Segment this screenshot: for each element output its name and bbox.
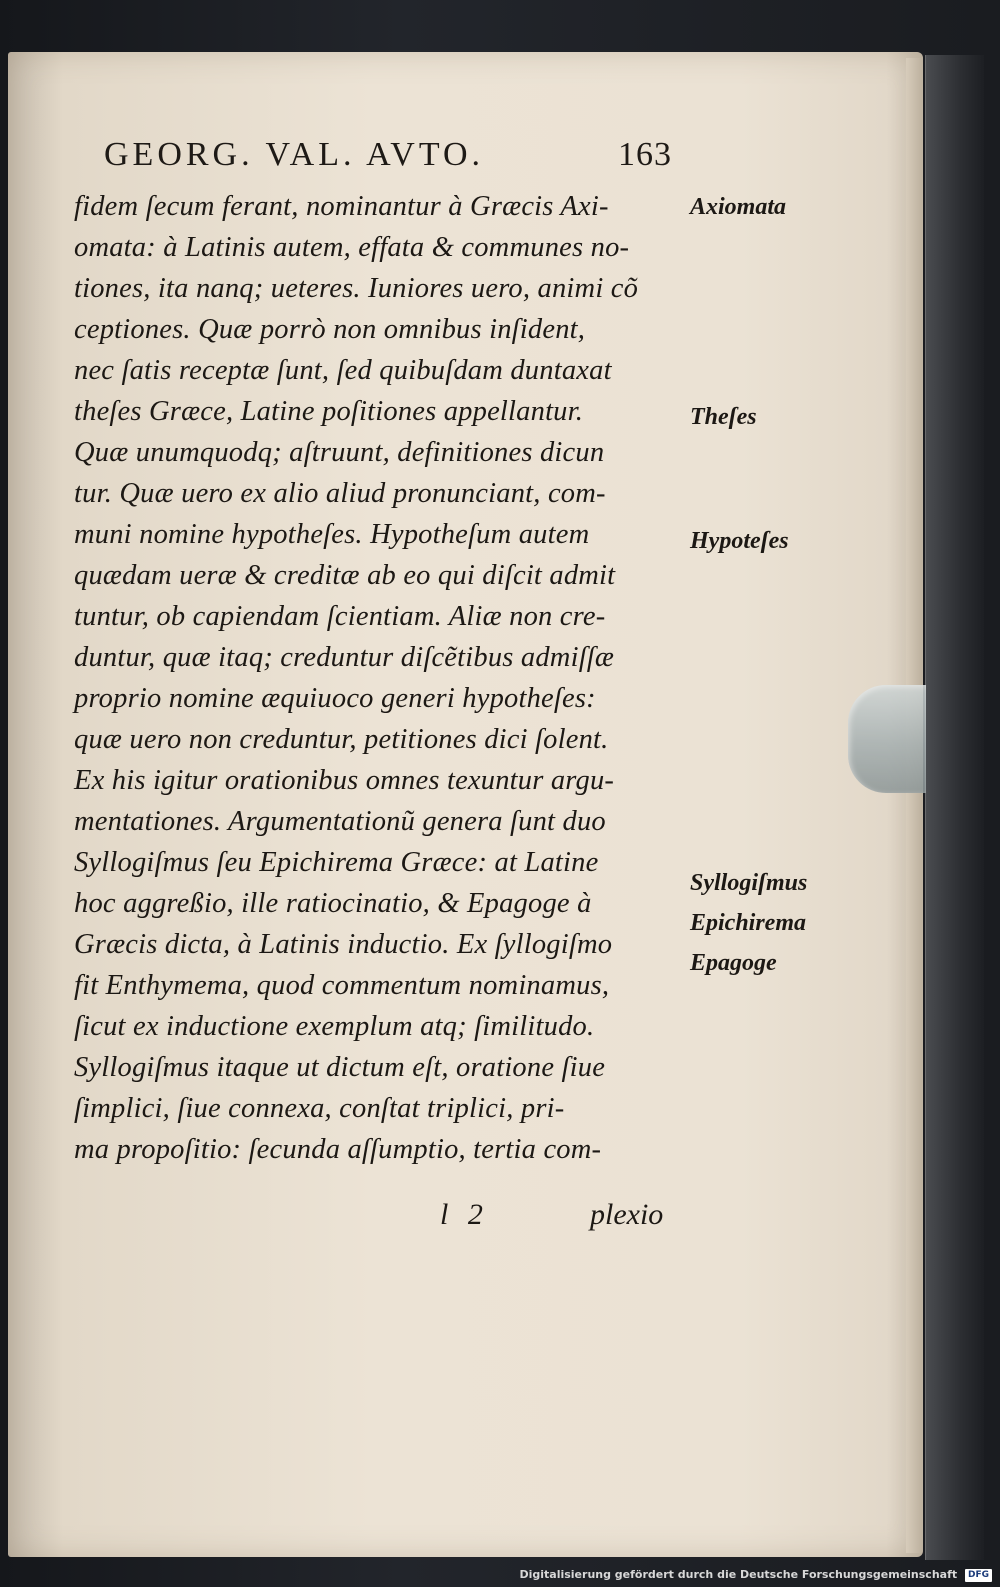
text-line: theſes Græce, Latine poſitiones appellantur. bbox=[74, 396, 584, 427]
text-line: quædam ueræ & creditæ ab eo qui diſcit admit bbox=[74, 560, 616, 591]
text-line: muni nomine hypotheſes. Hypotheſum autem bbox=[74, 519, 590, 550]
book-cover-edge bbox=[925, 55, 984, 1560]
text-line: duntur, quæ itaq; creduntur diſcẽtibus admiſſæ bbox=[74, 642, 615, 673]
text-line: tur. Quæ uero ex alio aliud pronunciant, com- bbox=[74, 478, 606, 509]
credit-text: Digitalisierung gefördert durch die Deutsche Forschungsgemeinschaft bbox=[519, 1568, 958, 1581]
text-line: ceptiones. Quæ porrò non omnibus inſident, bbox=[74, 314, 586, 345]
running-head: GEORG. VAL. AVTO. bbox=[104, 136, 485, 173]
margin-note-theses: Theſes bbox=[690, 404, 757, 430]
page-holder-clip bbox=[848, 685, 926, 793]
margin-note-syllogismus: Syllogiſmus bbox=[690, 870, 808, 896]
text-line: ſicut ex inductione exemplum atq; ſimilitudo. bbox=[74, 1011, 595, 1042]
text-line: Syllogiſmus itaque ut dictum eſt, oratione ſiue bbox=[74, 1052, 606, 1083]
margin-note-axiomata: Axiomata bbox=[690, 194, 787, 220]
text-line: Quæ unumquodq; aſtruunt, definitiones dicun bbox=[74, 437, 605, 468]
margin-note-epichirema: Epichirema bbox=[690, 910, 807, 936]
margin-note-hypoteses: Hypoteſes bbox=[690, 528, 789, 554]
signature-mark: l 2 bbox=[440, 1198, 489, 1231]
page-number: 163 bbox=[618, 136, 672, 173]
text-line: mentationes. Argumentationũ genera ſunt duo bbox=[74, 806, 606, 837]
catchword: plexio bbox=[590, 1198, 664, 1231]
text-line: nec ſatis receptæ ſunt, ſed quibuſdam duntaxat bbox=[74, 355, 612, 386]
text-line: hoc aggreßio, ille ratiocinatio, & Epagoge à bbox=[74, 888, 592, 919]
page-header bbox=[104, 136, 684, 176]
text-line: ſimplici, ſiue connexa, conſtat triplici, pri- bbox=[74, 1093, 565, 1124]
text-line: Græcis dicta, à Latinis inductio. Ex ſyllogiſmo bbox=[74, 929, 613, 960]
text-line: ma propoſitio: ſecunda aſſumptio, tertia com- bbox=[74, 1134, 602, 1165]
text-line: proprio nomine æquiuoco generi hypotheſes: bbox=[74, 683, 596, 714]
text-line: tiones, ita nanq; ueteres. Iuniores uero, animi cõ bbox=[74, 273, 639, 304]
margin-note-epagoge: Epagoge bbox=[690, 950, 777, 976]
text-line: Syllogiſmus ſeu Epichirema Græce: at Latine bbox=[74, 847, 599, 878]
page-stack-edge bbox=[906, 58, 922, 1553]
digitization-credit bbox=[519, 1566, 992, 1584]
text-line: fit Enthymema, quod commentum nominamus, bbox=[74, 970, 610, 1001]
text-line: tuntur, ob capiendam ſcientiam. Aliæ non cre- bbox=[74, 601, 606, 632]
text-line: Ex his igitur orationibus omnes texuntur argu- bbox=[74, 765, 615, 796]
dfg-logo: DFG bbox=[965, 1569, 992, 1582]
text-line: omata: à Latinis autem, effata & communes no- bbox=[74, 232, 630, 263]
text-line: fidem ſecum ferant, nominantur à Græcis Axi- bbox=[74, 191, 609, 222]
text-line: quæ uero non creduntur, petitiones dici ſolent. bbox=[74, 724, 609, 755]
